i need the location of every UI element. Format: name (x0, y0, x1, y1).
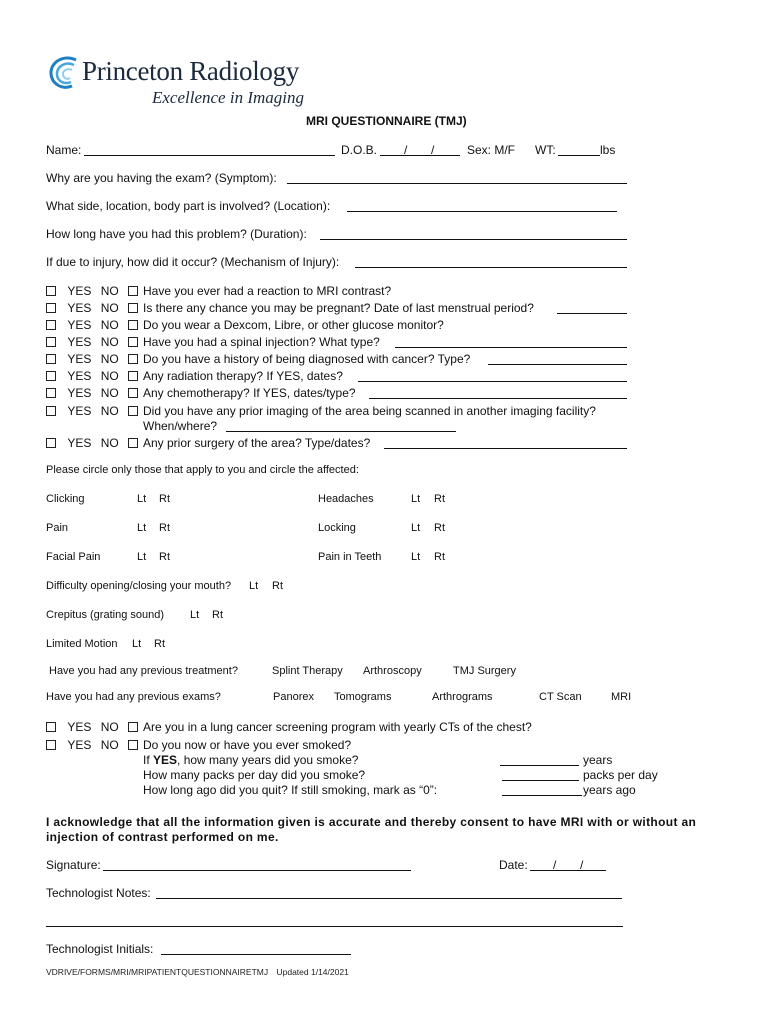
brand-tagline: Excellence in Imaging (152, 88, 304, 107)
wt-unit: lbs (600, 143, 616, 157)
dob-sep-1: / (404, 143, 408, 157)
tech-notes-field[interactable] (156, 898, 622, 899)
no-label: NO (100, 436, 119, 450)
tech-notes-label: Technologist Notes: (46, 886, 151, 900)
no-checkbox[interactable] (128, 740, 138, 750)
exams-question: Have you had any previous exams? (46, 691, 221, 703)
yes-label: YES (67, 738, 92, 752)
lung-screening-question: Are you in a lung cancer screening program with yearly CTs of the chest? (143, 720, 532, 734)
footer-updated: Updated 1/14/2021 (276, 967, 349, 977)
yes-label: YES (67, 386, 92, 400)
no-label: NO (100, 318, 119, 332)
yes-checkbox[interactable] (46, 722, 56, 732)
exam-tomograms[interactable]: Tomograms (334, 691, 392, 703)
symptom-clicking[interactable]: Clicking (46, 493, 85, 505)
lt-option[interactable]: Lt (249, 580, 259, 592)
treatment-arthroscopy[interactable]: Arthroscopy (363, 665, 422, 677)
no-label: NO (100, 386, 119, 400)
no-label: NO (100, 335, 119, 349)
smoke-question: Do you now or have you ever smoked? (143, 738, 352, 752)
name-label: Name: (46, 143, 82, 157)
yes-label: YES (67, 318, 92, 332)
spinal-type-field[interactable] (395, 347, 627, 348)
tech-initials-field[interactable] (161, 954, 351, 955)
yn-row-7 (46, 386, 356, 400)
no-checkbox[interactable] (128, 722, 138, 732)
lt-option[interactable]: Lt (137, 493, 147, 505)
no-checkbox[interactable] (128, 303, 138, 313)
yes-checkbox[interactable] (46, 286, 56, 296)
rt-option[interactable]: Rt (434, 493, 445, 505)
signature-label: Signature: (46, 858, 101, 872)
lt-option[interactable]: Lt (132, 638, 142, 650)
yn-row-6 (46, 369, 343, 383)
checklist-question: Have you had a spinal injection? What type? (143, 335, 380, 349)
wt-field[interactable] (558, 155, 600, 156)
smoke-years-yes: YES (153, 753, 178, 767)
name-field[interactable] (84, 155, 335, 156)
no-checkbox[interactable] (128, 371, 138, 381)
yn-row-4 (46, 335, 380, 349)
dob-label: D.O.B. (341, 143, 378, 157)
when-where-label: When/where? (143, 419, 218, 433)
date-field[interactable] (530, 870, 606, 871)
exam-ct-scan[interactable]: CT Scan (539, 691, 582, 703)
form-title: MRI QUESTIONNAIRE (TMJ) (306, 114, 467, 128)
no-label: NO (100, 738, 119, 752)
yes-label: YES (67, 436, 92, 450)
no-checkbox[interactable] (128, 286, 138, 296)
yn-row-5 (46, 352, 471, 366)
lt-option[interactable]: Lt (411, 551, 421, 563)
symptom-pain-in-teeth[interactable]: Pain in Teeth (318, 551, 382, 563)
no-label: NO (100, 720, 119, 734)
rt-option[interactable]: Rt (212, 609, 223, 621)
treatment-tmj-surgery[interactable]: TMJ Surgery (453, 665, 516, 677)
rt-option[interactable]: Rt (154, 638, 165, 650)
date-sep-1: / (553, 858, 557, 872)
duration-field[interactable] (320, 239, 627, 240)
duration-label: How long have you had this problem? (Duration): (46, 227, 307, 241)
date-sep-2: / (580, 858, 584, 872)
symptom-headaches[interactable]: Headaches (318, 493, 374, 505)
no-label: NO (100, 284, 119, 298)
acknowledgement-line-2: injection of contrast performed on me. (46, 830, 279, 844)
rt-option[interactable]: Rt (159, 522, 170, 534)
yn-row-2 (46, 301, 534, 315)
tech-notes-field-2[interactable] (46, 926, 623, 927)
wt-label: WT: (535, 143, 556, 157)
yes-checkbox[interactable] (46, 337, 56, 347)
symptom-label: Why are you having the exam? (Symptom): (46, 171, 277, 185)
yes-checkbox[interactable] (46, 438, 56, 448)
yes-label: YES (67, 369, 92, 383)
yes-checkbox[interactable] (46, 354, 56, 364)
checklist-question: Any prior surgery of the area? Type/dates? (143, 436, 371, 450)
no-checkbox[interactable] (128, 438, 138, 448)
yes-label: YES (67, 404, 92, 418)
symptom-difficulty[interactable]: Difficulty opening/closing your mouth? (46, 580, 232, 592)
dob-sep-2: / (431, 143, 435, 157)
no-label: NO (100, 369, 119, 383)
smoke-packs-unit: packs per day (583, 768, 658, 782)
yes-checkbox[interactable] (46, 303, 56, 313)
footer (46, 967, 349, 977)
exam-mri[interactable]: MRI (611, 691, 632, 703)
radiation-dates-field[interactable] (358, 381, 627, 382)
no-checkbox[interactable] (128, 354, 138, 364)
yn-row-lung (46, 720, 532, 734)
smoke-years-rest: , how many years did you smoke? (177, 753, 359, 767)
yn-row-3 (46, 318, 444, 332)
smoke-years-question (143, 753, 358, 767)
checklist-question: Do you wear a Dexcom, Libre, or other glucose monitor? (143, 318, 444, 332)
checklist-question: Have you ever had a reaction to MRI contrast? (143, 284, 392, 298)
no-checkbox[interactable] (128, 337, 138, 347)
lt-option[interactable]: Lt (137, 551, 147, 563)
acknowledgement-line-1: I acknowledge that all the information given is accurate and thereby consent to have MRI with or without an (46, 815, 697, 829)
yes-label: YES (67, 352, 92, 366)
cancer-type-field[interactable] (488, 364, 627, 365)
smoke-years-field[interactable] (500, 765, 579, 766)
yes-label: YES (67, 720, 92, 734)
yes-checkbox[interactable] (46, 320, 56, 330)
yes-label: YES (67, 284, 92, 298)
brand-name: Princeton Radiology (82, 56, 300, 86)
yes-checkbox[interactable] (46, 740, 56, 750)
no-label: NO (100, 404, 119, 418)
footer-path: VDRIVE/FORMS/MRI/MRIPATIENTQUESTIONNAIRETMJ (46, 967, 269, 977)
symptom-crepitus[interactable]: Crepitus (grating sound) (46, 609, 165, 621)
chemo-dates-field[interactable] (369, 398, 627, 399)
lt-option[interactable]: Lt (190, 609, 200, 621)
rt-option[interactable]: Rt (159, 551, 170, 563)
checklist-question: Any chemotherapy? If YES, dates/type? (143, 386, 356, 400)
location-label: What side, location, body part is involved? (Location): (46, 199, 331, 213)
smoke-packs-question: How many packs per day did you smoke? (143, 768, 366, 782)
yes-label: YES (67, 301, 92, 315)
yes-label: YES (67, 335, 92, 349)
mechanism-field[interactable] (355, 267, 627, 268)
symptom-field[interactable] (287, 183, 627, 184)
location-field[interactable] (347, 211, 617, 212)
checklist-question: Any radiation therapy? If YES, dates? (143, 369, 343, 383)
symptom-pain[interactable]: Pain (46, 522, 69, 534)
date-label: Date: (499, 858, 528, 872)
rt-option[interactable]: Rt (434, 522, 445, 534)
yn-row-1 (46, 284, 392, 298)
rt-option[interactable]: Rt (159, 493, 170, 505)
symptom-facial-pain[interactable]: Facial Pain (46, 551, 101, 563)
smoke-years-unit: years (583, 753, 613, 767)
signature-field[interactable] (103, 870, 411, 871)
treatment-splint[interactable]: Splint Therapy (272, 665, 343, 677)
lt-option[interactable]: Lt (137, 522, 147, 534)
smoke-quit-field[interactable] (502, 795, 582, 796)
dob-field[interactable] (380, 155, 460, 156)
no-checkbox[interactable] (128, 320, 138, 330)
no-label: NO (100, 352, 119, 366)
checklist-question: Did you have any prior imaging of the area being scanned in another imaging facility? (143, 404, 596, 418)
surgery-dates-field[interactable] (384, 448, 627, 449)
yes-checkbox[interactable] (46, 406, 56, 416)
when-where-field[interactable] (226, 431, 456, 432)
checklist-question: Do you have a history of being diagnosed with cancer? Type? (143, 352, 471, 366)
rt-option[interactable]: Rt (272, 580, 283, 592)
tech-initials-label: Technologist Initials: (46, 942, 154, 956)
mechanism-label: If due to injury, how did it occur? (Mechanism of Injury): (46, 255, 340, 269)
smoke-years-prefix: If (143, 753, 154, 767)
symptom-limited-motion[interactable]: Limited Motion (46, 638, 118, 650)
smoke-quit-question: How long ago did you quit? If still smoking, mark as “0”: (143, 783, 438, 797)
lt-option[interactable]: Lt (411, 522, 421, 534)
no-checkbox[interactable] (128, 406, 138, 416)
logo (46, 50, 306, 112)
menstrual-date-field[interactable] (557, 313, 627, 314)
sex-label: Sex: M/F (467, 143, 516, 157)
smoke-quit-unit: years ago (583, 783, 636, 797)
logo-swirl-icon (46, 54, 86, 94)
circle-instruction: Please circle only those that apply to you and circle the affected: (46, 464, 359, 476)
yes-checkbox[interactable] (46, 388, 56, 398)
symptom-locking[interactable]: Locking (318, 522, 356, 534)
rt-option[interactable]: Rt (434, 551, 445, 563)
yn-row-8 (46, 404, 596, 418)
exam-arthrograms[interactable]: Arthrograms (432, 691, 493, 703)
lt-option[interactable]: Lt (411, 493, 421, 505)
smoke-packs-field[interactable] (502, 780, 579, 781)
yes-checkbox[interactable] (46, 371, 56, 381)
no-label: NO (100, 301, 119, 315)
no-checkbox[interactable] (128, 388, 138, 398)
yn-row-smoke (46, 738, 352, 752)
checklist-question: Is there any chance you may be pregnant? Date of last menstrual period? (143, 301, 534, 315)
treatment-question: Have you had any previous treatment? (49, 665, 238, 677)
exam-panorex[interactable]: Panorex (273, 691, 314, 703)
yn-row-9 (46, 436, 371, 450)
